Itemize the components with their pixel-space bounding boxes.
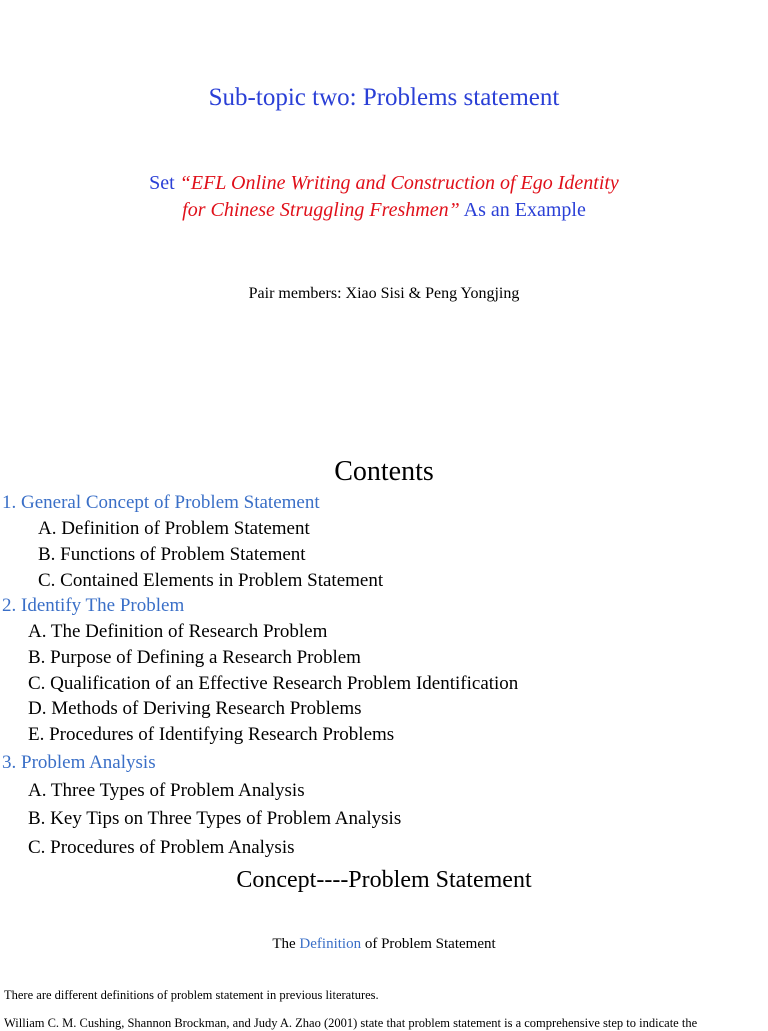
toc-item-1c: C. Contained Elements in Problem Statement bbox=[38, 570, 384, 591]
toc-item-3c: C. Procedures of Problem Analysis bbox=[28, 837, 295, 858]
definition-highlight: Definition bbox=[299, 936, 362, 952]
toc-item-3a: A. Three Types of Problem Analysis bbox=[28, 780, 305, 801]
example-title-part1: “EFL Online Writing and Construction of Ego Identity bbox=[179, 172, 619, 194]
toc-item-2e: E. Procedures of Identifying Research Problems bbox=[28, 724, 395, 745]
set-word: Set bbox=[149, 172, 175, 194]
toc-item-3b: B. Key Tips on Three Types of Problem Analysis bbox=[28, 808, 402, 829]
definition-suffix: of Problem Statement bbox=[364, 936, 496, 952]
concept-heading: Concept----Problem Statement bbox=[236, 867, 532, 893]
slide-title: Sub-topic two: Problems statement bbox=[208, 84, 560, 111]
toc-item-1a: A. Definition of Problem Statement bbox=[38, 518, 310, 539]
as-example: As an Example bbox=[463, 199, 586, 221]
toc-item-2b: B. Purpose of Defining a Research Problem bbox=[28, 647, 361, 668]
definition-prefix: The bbox=[272, 936, 296, 952]
pair-members: Pair members: Xiao Sisi & Peng Yongjing bbox=[248, 285, 520, 302]
toc-section-2: 2. Identify The Problem bbox=[2, 595, 185, 616]
example-title-line1 bbox=[0, 172, 768, 195]
example-title-part2: for Chinese Struggling Freshmen” bbox=[182, 199, 460, 221]
toc-item-1b: B. Functions of Problem Statement bbox=[38, 544, 306, 565]
toc-item-2d: D. Methods of Deriving Research Problems bbox=[28, 698, 362, 719]
contents-heading: Contents bbox=[334, 456, 434, 487]
toc-section-1: 1. General Concept of Problem Statement bbox=[2, 492, 320, 513]
toc-item-2c: C. Qualification of an Effective Research Problem Identification bbox=[28, 673, 519, 694]
paragraph-1: There are different definitions of problem statement in previous literatures. bbox=[4, 988, 379, 1002]
example-title-line2 bbox=[0, 199, 768, 222]
paragraph-2: William C. M. Cushing, Shannon Brockman, and Judy A. Zhao (2001) state that problem statement is a comprehensive step to indicate the bbox=[4, 1016, 698, 1030]
toc-item-2a: A. The Definition of Research Problem bbox=[28, 621, 328, 642]
toc-section-3: 3. Problem Analysis bbox=[2, 752, 156, 773]
definition-line bbox=[0, 936, 768, 953]
